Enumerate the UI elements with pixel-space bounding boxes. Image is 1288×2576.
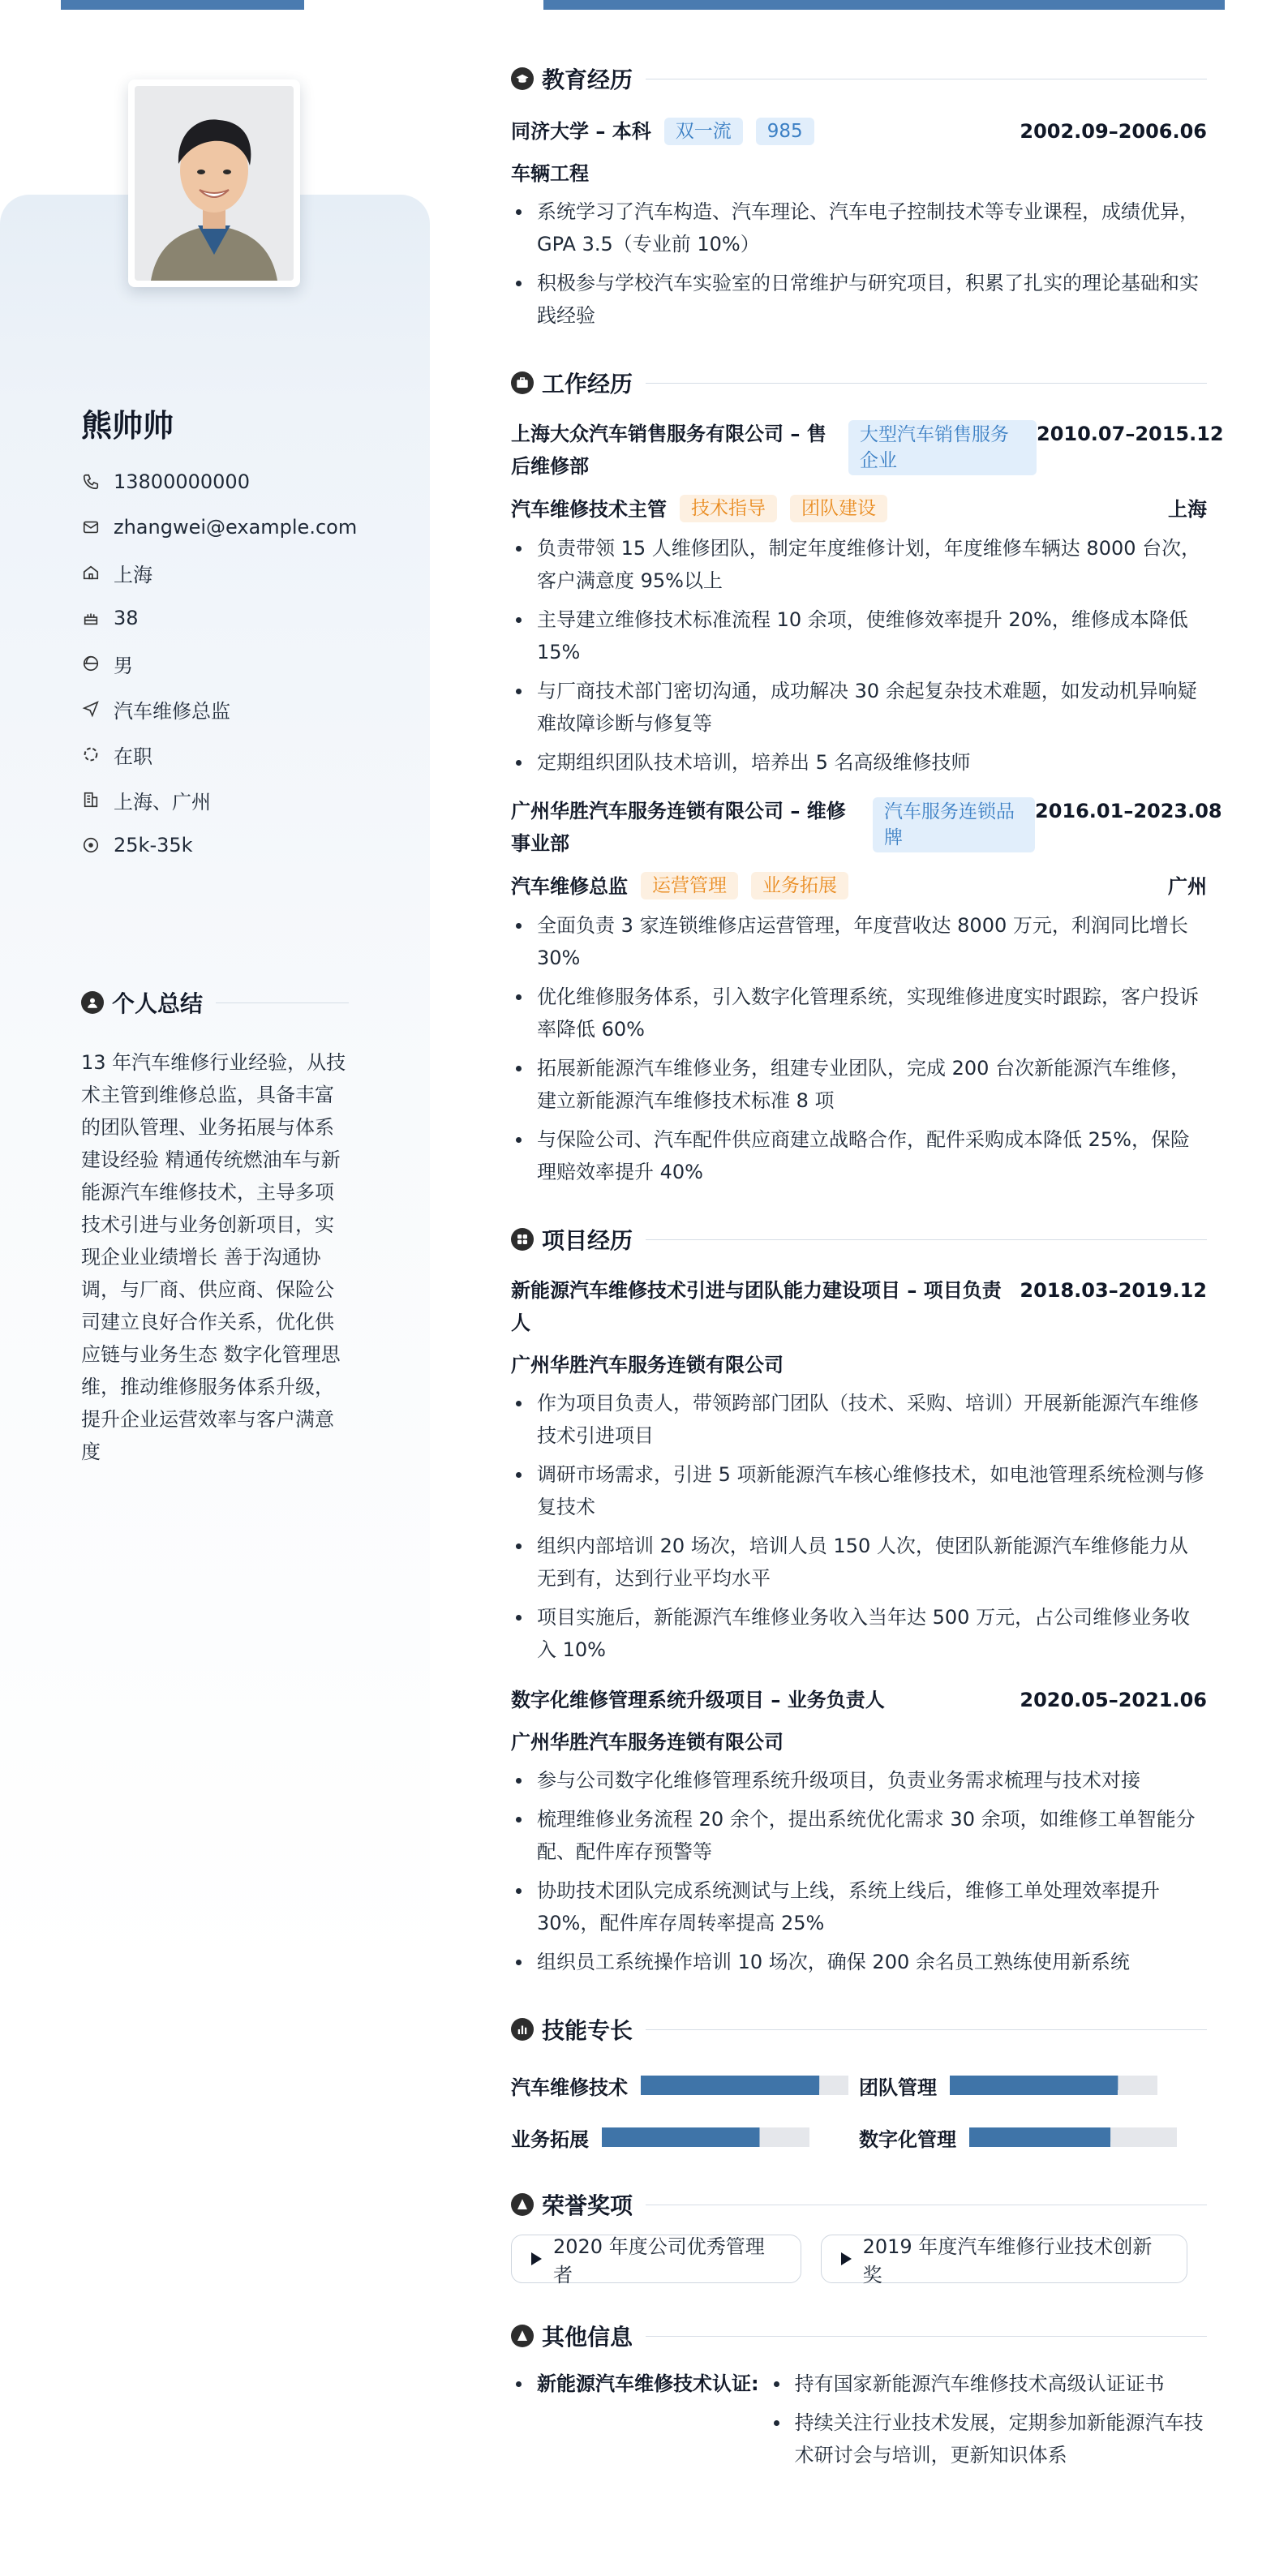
skill-fill [602, 2127, 760, 2147]
awards-heading [511, 2186, 1207, 2223]
company-row [511, 418, 1037, 483]
info-text: zhangwei@example.com [114, 516, 358, 539]
list-item: 参与公司数字化维修管理系统升级项目，负责业务需求梳理与技术对接 [511, 1764, 1207, 1797]
skill-name: 团队管理 [859, 2076, 937, 2099]
skill-item [859, 2123, 1207, 2152]
other-bullets [769, 2368, 1207, 2478]
award-chip [511, 2235, 801, 2286]
list-item: 优化维修服务体系，引入数字化管理系统，实现维修进度实时跟踪，客户投诉率降低 60% [511, 981, 1207, 1045]
role-tag: 团队建设 [790, 495, 887, 522]
project-org-row [511, 1726, 1207, 1754]
info-age [81, 595, 357, 641]
job-bullets [511, 909, 1207, 1188]
list-item: 持续关注行业技术发展，定期参加新能源汽车技术研讨会与培训，更新知识体系 [769, 2406, 1207, 2471]
role-left [511, 492, 887, 522]
education-entry-head [511, 115, 1207, 148]
list-item: 系统学习了汽车构造、汽车理论、汽车电子控制技术等专业课程，成绩优异，GPA 3.5（专业前 10%） [511, 195, 1207, 260]
education-bullets [511, 195, 1207, 332]
user-icon [81, 991, 104, 1014]
other-heading [511, 2317, 1207, 2355]
company-tag: 大型汽车销售服务企业 [848, 420, 1037, 475]
info-status [81, 732, 357, 777]
building-icon [81, 790, 101, 809]
list-item: 持有国家新能源汽车维修技术高级认证证书 [769, 2368, 1207, 2400]
school-tag: 双一流 [664, 118, 743, 145]
main-content [511, 60, 1224, 2478]
list-item: 拓展新能源汽车维修业务，组建专业团队，完成 200 台次新能源汽车维修，建立新能源汽车维修技术标准 8 项 [511, 1052, 1207, 1117]
role-row [511, 869, 1207, 899]
list-item: 梳理维修业务流程 20 余个，提出系统优化需求 30 余项，如维修工单智能分配、配件库存预警等 [511, 1803, 1207, 1868]
top-accent-bar-right [543, 0, 1225, 10]
list-item: 全面负责 3 家连锁维修店运营管理，年度营收达 8000 万元，利润同比增长 30% [511, 909, 1207, 974]
section-title: 教育经历 [542, 67, 633, 93]
skill-name: 数字化管理 [859, 2127, 956, 2151]
skill-row [511, 2059, 1207, 2111]
skill-item [511, 2123, 859, 2152]
grid-icon [511, 1228, 534, 1251]
info-salary [81, 822, 357, 868]
triangle-icon [531, 2252, 542, 2265]
major-row [511, 157, 1207, 186]
list-item: 组织内部培训 20 场次，培训人员 150 人次，使团队新能源汽车维修能力从无到有，达到行业平均水平 [511, 1530, 1207, 1595]
list-item: 与厂商技术部门密切沟通，成功解决 30 余起复杂技术难题，如发动机异响疑难故障诊断与修复等 [511, 675, 1207, 740]
phone-icon [81, 472, 101, 492]
awards-section [511, 2186, 1207, 2286]
divider [216, 1002, 349, 1003]
salary-icon [81, 835, 101, 855]
award-chip [821, 2235, 1187, 2286]
summary-title: 个人总结 [112, 990, 204, 1017]
role-tag: 技术指导 [680, 495, 777, 522]
list-item: 与保险公司、汽车配件供应商建立战略合作，配件采购成本降低 25%，保险理赔效率提升 40% [511, 1123, 1207, 1188]
award-label: 2020 年度公司优秀管理者 [553, 2235, 765, 2286]
skills-section [511, 2011, 1207, 2163]
skill-fill [969, 2127, 1110, 2147]
section-title: 项目经历 [542, 1227, 633, 1254]
list-item: 协助技术团队完成系统测试与上线，系统上线后，维修工单处理效率提升 30%，配件库存周转率提高 25% [511, 1874, 1207, 1939]
info-text: 在职 [114, 745, 152, 768]
skill-name: 汽车维修技术 [511, 2076, 628, 2099]
home-icon [81, 563, 101, 582]
job-date: 2010.07–2015.12 [1037, 423, 1224, 445]
education-date: 2002.09–2006.06 [1020, 120, 1207, 143]
candidate-name: 熊帅帅 [81, 408, 174, 444]
info-icon [511, 2325, 534, 2347]
bar-chart-icon [511, 2018, 534, 2041]
contact-info-list [81, 459, 357, 868]
summary-text: 13 年汽车维修行业经验，从技术主管到维修总监，具备丰富的团队管理、业务拓展与体系建设经验 精通传统燃油车与新能源汽车维修技术，主导多项技术引进与业务创新项目，实现企业业绩增长 善于沟通协调，与厂商、供应商、保险公司建立良好合作关系，优化供应链与业务生态 数字化管理思维，推动维修服务体系升级，提升企业运营效率与客户满意度 [81, 1051, 346, 1463]
role-left [511, 869, 848, 899]
project-date: 2018.03–2019.12 [1020, 1279, 1207, 1302]
job-city: 广州 [1168, 875, 1207, 898]
project-name: 数字化维修管理系统升级项目 – 业务负责人 [511, 1689, 885, 1711]
company-name: 上海大众汽车销售服务有限公司 – 售后维修部 [511, 423, 826, 478]
info-text: 上海、广州 [114, 790, 211, 814]
list-item: 负责带领 15 人维修团队，制定年度维修计划，年度维修车辆达 8000 台次，客户满意度 95%以上 [511, 532, 1207, 597]
info-city [81, 550, 357, 595]
other-label: 新能源汽车维修技术认证: [511, 2368, 759, 2478]
school-row [511, 115, 814, 148]
company-row [511, 795, 1035, 860]
divider [646, 2336, 1207, 2337]
status-icon [81, 745, 101, 764]
award-label: 2019 年度汽车维修行业技术创新奖 [862, 2235, 1153, 2286]
project-bullets [511, 1387, 1207, 1666]
job-entry-head [511, 795, 1222, 860]
info-phone [81, 459, 357, 504]
summary-heading [81, 986, 349, 1019]
project-bullets [511, 1764, 1207, 1978]
projects-section [511, 1221, 1207, 1978]
info-email [81, 504, 357, 550]
project-entry-head [511, 1274, 1207, 1339]
skills-heading [511, 2011, 1207, 2048]
job-date: 2016.01–2023.08 [1035, 800, 1222, 822]
briefcase-icon [511, 371, 534, 394]
skill-item [859, 2072, 1207, 2100]
top-accent-bar-left [61, 0, 304, 10]
list-item: 定期组织团队技术培训，培养出 5 名高级维修技师 [511, 746, 1207, 779]
role-title: 汽车维修总监 [511, 875, 628, 898]
award-icon [511, 2193, 534, 2216]
skill-item [511, 2072, 859, 2100]
company-tag: 汽车服务连锁品牌 [873, 797, 1035, 852]
project-name: 新能源汽车维修技术引进与团队能力建设项目 – 项目负责人 [511, 1279, 1002, 1334]
other-section [511, 2317, 1207, 2478]
other-content [511, 2368, 1207, 2478]
section-title: 工作经历 [542, 371, 633, 397]
email-icon [81, 517, 101, 537]
info-text: 男 [114, 654, 133, 677]
role-tag: 运营管理 [641, 872, 738, 899]
cake-icon [81, 608, 101, 628]
info-position [81, 686, 357, 732]
gender-icon [81, 654, 101, 673]
info-gender [81, 641, 357, 686]
info-location [81, 777, 357, 822]
send-icon [81, 699, 101, 719]
list-item: 组织员工系统操作培训 10 场次，确保 200 余名员工熟练使用新系统 [511, 1946, 1207, 1978]
section-title: 技能专长 [542, 2017, 633, 2044]
school-name: 同济大学 – 本科 [511, 120, 651, 143]
skill-bar [969, 2127, 1177, 2147]
skill-bar [602, 2127, 809, 2147]
education-heading [511, 60, 1207, 97]
project-org-row [511, 1349, 1207, 1377]
work-heading [511, 364, 1207, 401]
project-entry-head [511, 1684, 1207, 1716]
awards-list [511, 2235, 1207, 2286]
list-item: 主导建立维修技术标准流程 10 余项，使维修效率提升 20%，维修成本降低 15% [511, 603, 1207, 668]
list-item: 积极参与学校汽车实验室的日常维护与研究项目，积累了扎实的理论基础和实践经验 [511, 267, 1207, 332]
list-item: 项目实施后，新能源汽车维修业务收入当年达 500 万元，占公司维修业务收入 10% [511, 1601, 1207, 1666]
work-section [511, 364, 1224, 1188]
list-item: 调研市场需求，引进 5 项新能源汽车核心维修技术，如电池管理系统检测与修复技术 [511, 1458, 1207, 1523]
project-org: 广州华胜汽车服务连锁有限公司 [511, 1354, 784, 1376]
skills-grid [511, 2059, 1207, 2163]
divider [646, 1239, 1207, 1240]
divider [646, 383, 1207, 384]
skill-bar [641, 2076, 848, 2095]
job-bullets [511, 532, 1207, 779]
skill-fill [950, 2076, 1118, 2095]
projects-heading [511, 1221, 1207, 1258]
graduation-cap-icon [511, 67, 534, 90]
job-city: 上海 [1168, 498, 1207, 521]
role-title: 汽车维修技术主管 [511, 498, 667, 521]
skill-fill [641, 2076, 819, 2095]
profile-photo [135, 86, 294, 281]
company-name: 广州华胜汽车服务连锁有限公司 – 维修事业部 [511, 800, 846, 855]
list-item: 作为项目负责人，带领跨部门团队（技术、采购、培训）开展新能源汽车维修技术引进项目 [511, 1387, 1207, 1452]
major: 车辆工程 [511, 162, 589, 185]
triangle-icon [841, 2252, 852, 2265]
role-tag: 业务拓展 [751, 872, 848, 899]
info-text: 13800000000 [114, 470, 250, 493]
role-row [511, 492, 1207, 522]
skill-bar [950, 2076, 1157, 2095]
avatar [128, 79, 300, 287]
section-title: 荣誉奖项 [542, 2192, 633, 2219]
skill-row [511, 2111, 1207, 2163]
info-text: 38 [114, 607, 139, 629]
skill-name: 业务拓展 [511, 2127, 589, 2151]
info-text: 25k-35k [114, 834, 193, 857]
school-tag: 985 [756, 118, 814, 145]
section-title: 其他信息 [542, 2324, 633, 2351]
education-section [511, 60, 1207, 332]
info-text: 汽车维修总监 [114, 699, 230, 723]
job-entry-head [511, 418, 1224, 483]
info-text: 上海 [114, 563, 152, 586]
project-date: 2020.05–2021.06 [1020, 1689, 1207, 1711]
divider [646, 2029, 1207, 2030]
project-org: 广州华胜汽车服务连锁有限公司 [511, 1731, 784, 1754]
